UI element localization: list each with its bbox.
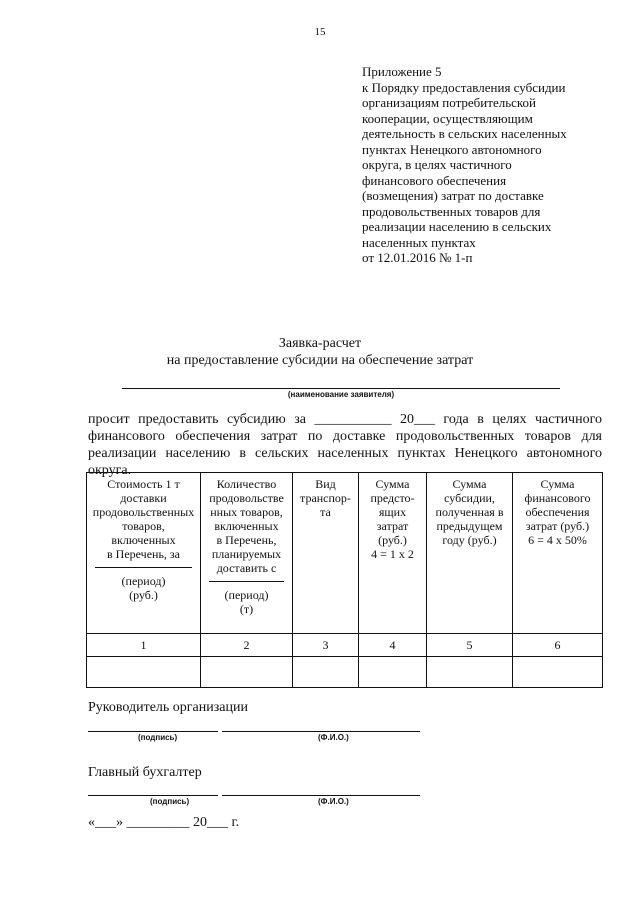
table-cell[interactable] bbox=[427, 657, 513, 688]
column-number: 3 bbox=[293, 634, 359, 657]
appendix-line: организациям потребительской bbox=[362, 95, 537, 110]
table-cell[interactable] bbox=[513, 657, 603, 688]
applicant-name-line bbox=[122, 388, 560, 389]
request-line: просит предоставить субсидию за ___________ 20___ года в целях частичного bbox=[88, 412, 602, 427]
head-signature-line bbox=[88, 731, 218, 732]
document-title bbox=[0, 335, 640, 369]
column-number: 2 bbox=[201, 634, 293, 657]
calculation-table bbox=[86, 472, 603, 688]
appendix-line: кооперации, осуществляющим bbox=[362, 110, 533, 126]
request-line: финансового обеспечения затрат по доставке продовольственных товаров для bbox=[88, 429, 602, 444]
header-cell-cost: Стоимость 1 т доставки продовольственных товаров, включенных в Перечень, за (период) (руб.) bbox=[87, 473, 201, 634]
header-cell-costs: Сумма предсто- ящих затрат (руб.) 4 = 1 х 2 bbox=[359, 473, 427, 634]
page-number: 15 bbox=[314, 26, 326, 38]
title-line-1: Заявка-расчет bbox=[278, 336, 362, 351]
request-paragraph bbox=[88, 411, 602, 479]
appendix-block bbox=[362, 64, 622, 266]
period-fill-line bbox=[209, 581, 284, 582]
appendix-line: от 12.01.2016 № 1-п bbox=[362, 250, 473, 265]
date-line: «___» _________ 20___ г. bbox=[88, 815, 240, 830]
column-number: 5 bbox=[427, 634, 513, 657]
appendix-line: продовольственных товаров для bbox=[362, 203, 541, 219]
accountant-name-caption: (Ф.И.О.) bbox=[318, 797, 349, 806]
table-row bbox=[87, 657, 603, 688]
appendix-line: деятельность в сельских населенных bbox=[362, 126, 567, 141]
header-cell-financing: Сумма финансового обеспечения затрат (руб.) 6 = 4 х 50% bbox=[513, 473, 603, 634]
appendix-line: к Порядку предоставления субсидии bbox=[362, 79, 566, 95]
column-number: 6 bbox=[513, 634, 603, 657]
head-signature-caption: (подпись) bbox=[138, 733, 178, 742]
header-cell-quantity: Количество продовольстве нных товаров, включенных в Перечень, планируемых доставить с (период) (т) bbox=[201, 473, 293, 634]
head-name-caption: (Ф.И.О.) bbox=[318, 733, 349, 742]
column-number: 1 bbox=[87, 634, 201, 657]
column-number: 4 bbox=[359, 634, 427, 657]
appendix-line: округа, в целях частичного bbox=[362, 157, 512, 172]
table-header-row bbox=[87, 473, 603, 634]
head-name-line bbox=[222, 731, 420, 732]
header-cell-transport: Вид транспор- та bbox=[293, 473, 359, 634]
chief-accountant-label: Главный бухгалтер bbox=[88, 765, 202, 780]
head-of-organization-label: Руководитель организации bbox=[88, 700, 248, 715]
applicant-caption: (наименование заявителя) bbox=[287, 390, 395, 399]
appendix-line: Приложение 5 bbox=[362, 64, 442, 79]
title-line-2: на предоставление субсидии на обеспечение затрат bbox=[166, 353, 474, 368]
table-number-row bbox=[87, 634, 603, 657]
appendix-line: реализации населению в сельских bbox=[362, 219, 552, 234]
header-cell-previous-subsidy: Сумма субсидии, полученная в предыдущем году (руб.) bbox=[427, 473, 513, 634]
appendix-line: пунктах Ненецкого автономного bbox=[362, 141, 542, 157]
table-cell[interactable] bbox=[293, 657, 359, 688]
accountant-signature-caption: (подпись) bbox=[150, 797, 190, 806]
appendix-line: (возмещения) затрат по доставке bbox=[362, 188, 544, 203]
appendix-line: финансового обеспечения bbox=[362, 172, 507, 188]
table-cell[interactable] bbox=[359, 657, 427, 688]
accountant-name-line bbox=[222, 795, 420, 796]
table-cell[interactable] bbox=[87, 657, 201, 688]
appendix-line: населенных пунктах bbox=[362, 234, 476, 250]
accountant-signature-line bbox=[88, 795, 218, 796]
request-line: реализации населению в сельских населенных пунктах Ненецкого автономного bbox=[88, 446, 602, 461]
period-fill-line bbox=[95, 567, 192, 568]
table-cell[interactable] bbox=[201, 657, 293, 688]
request-line: округа. bbox=[88, 463, 132, 478]
